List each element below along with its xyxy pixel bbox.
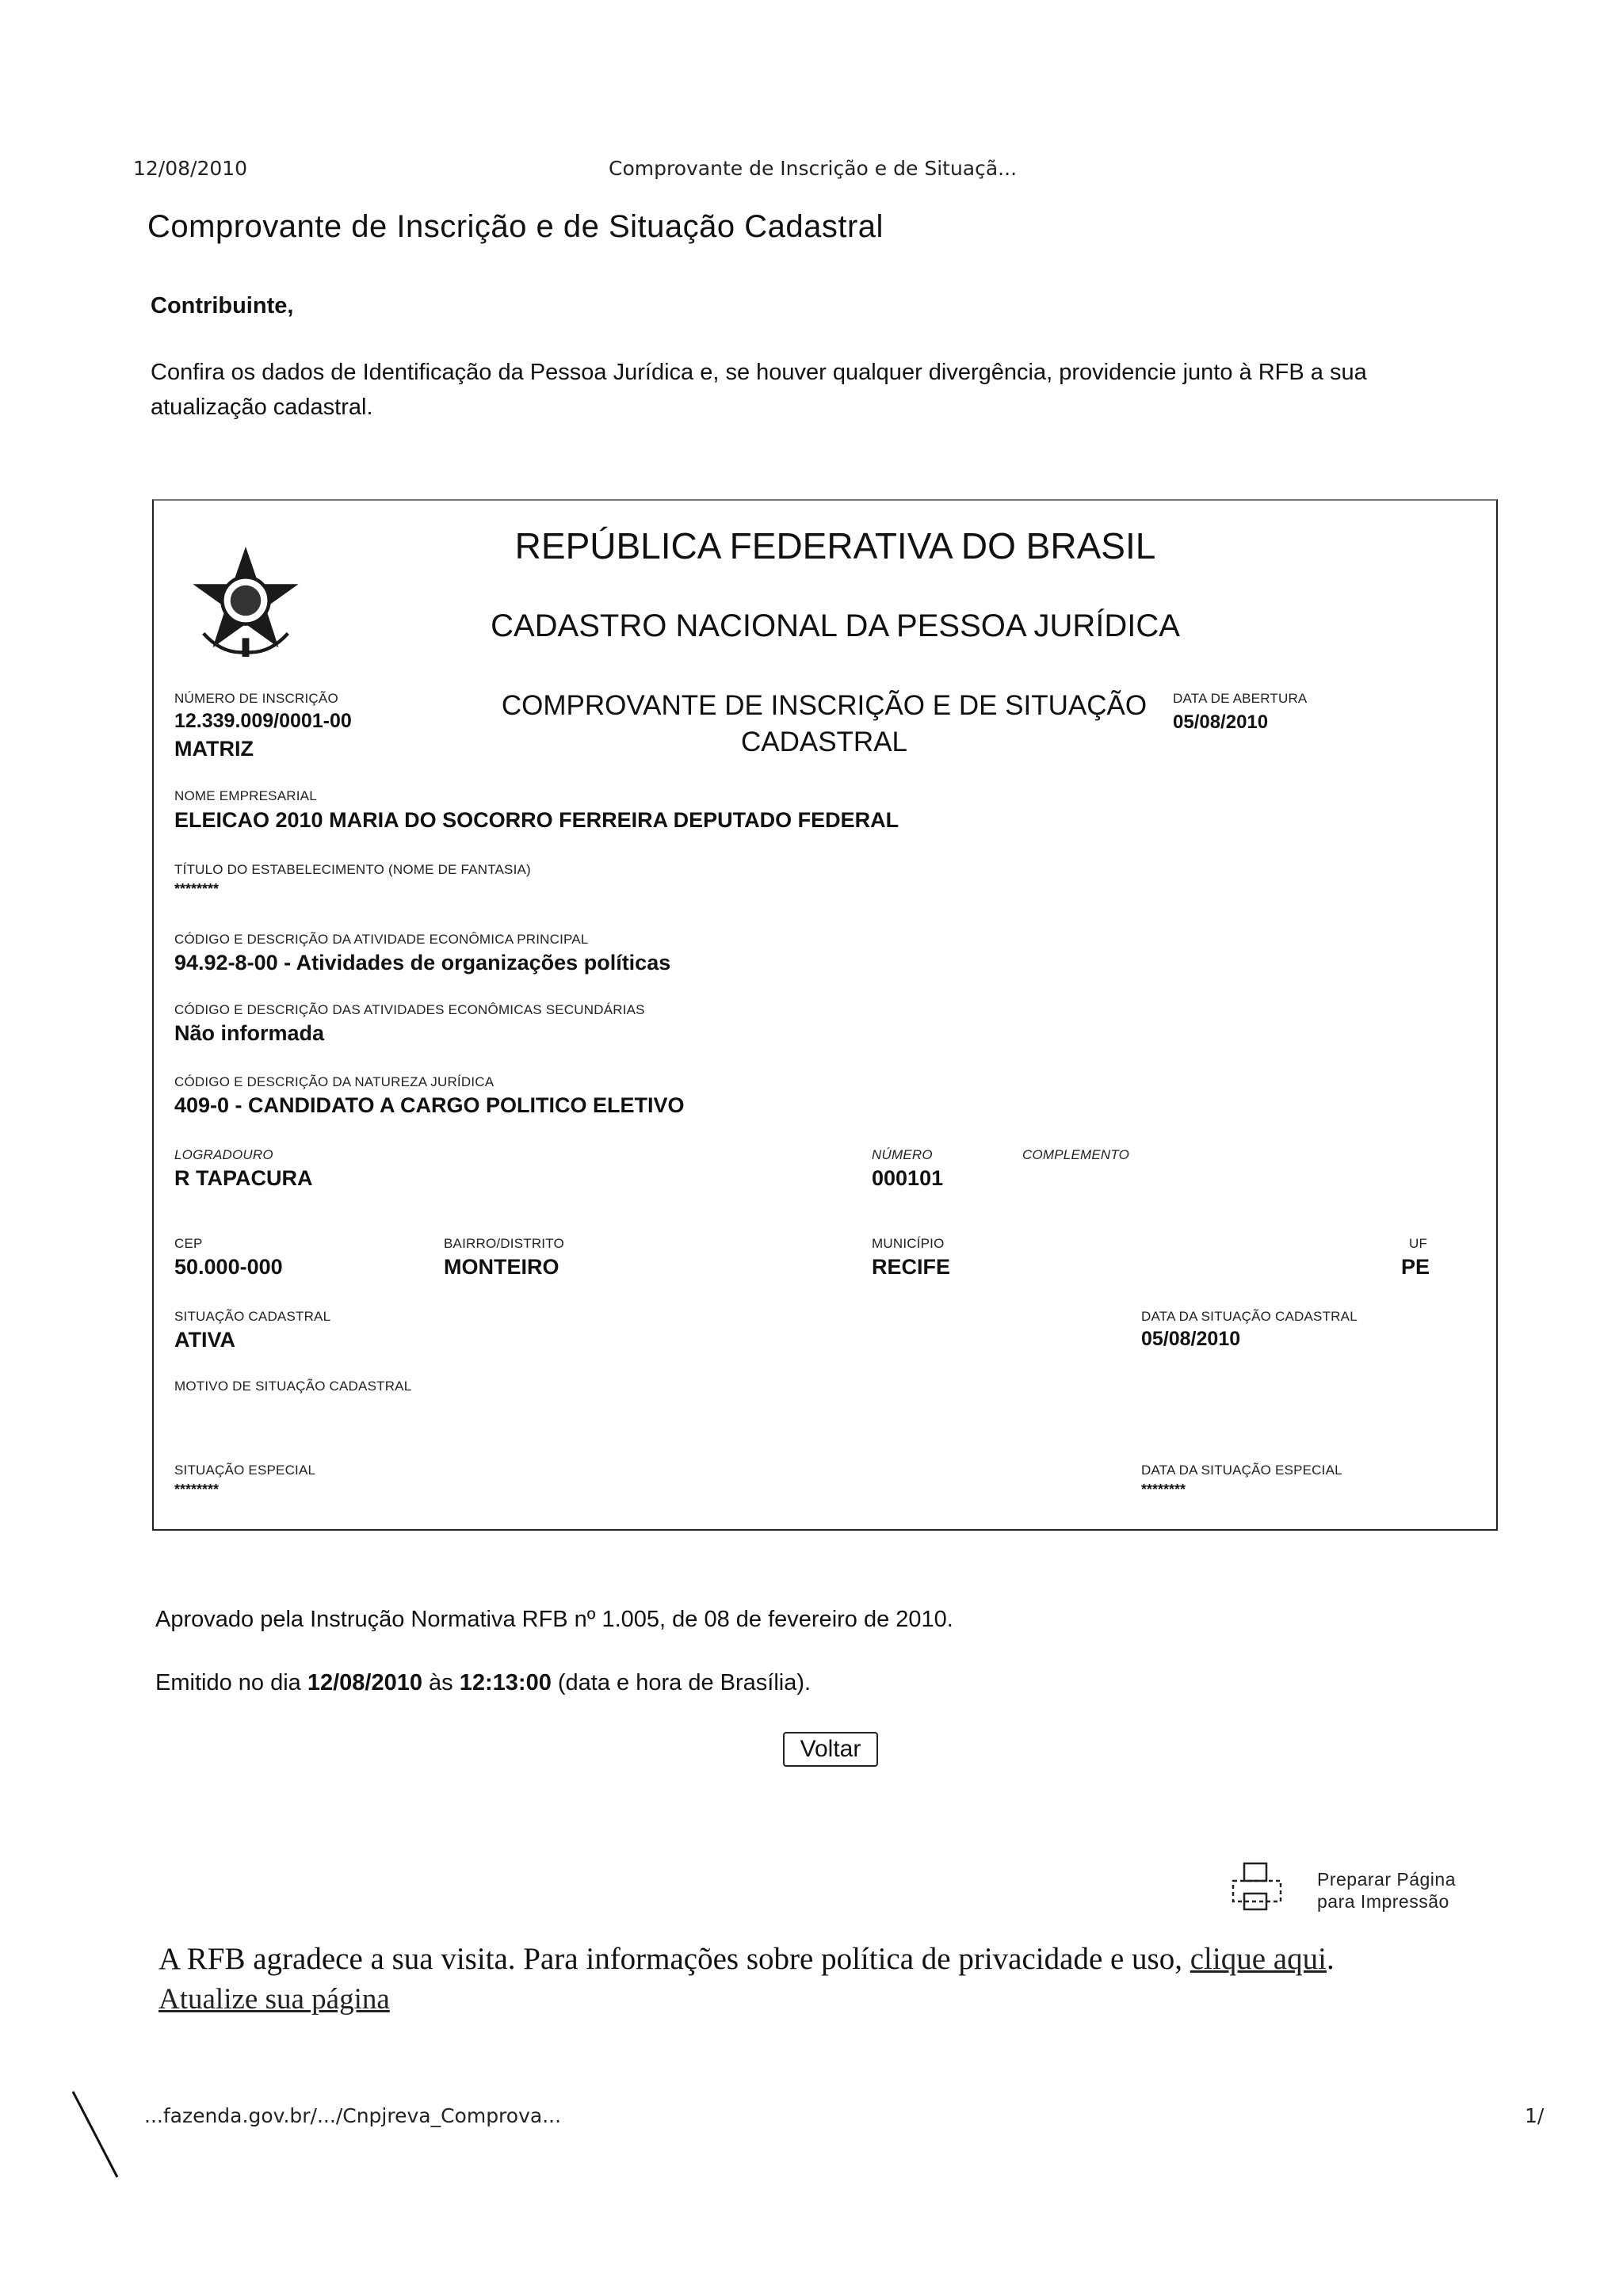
data-situacao-cadastral-label: DATA DA SITUAÇÃO CADASTRAL xyxy=(1141,1309,1358,1324)
emission-date: 12/08/2010 xyxy=(307,1670,422,1695)
approval-note: Aprovado pela Instrução Normativa RFB nº 1.005, de 08 de fevereiro de 2010. xyxy=(155,1607,953,1632)
emission-prefix: Emitido no dia xyxy=(155,1670,307,1695)
atividades-secundarias-label: CÓDIGO E DESCRIÇÃO DAS ATIVIDADES ECONÔMICAS SECUNDÁRIAS xyxy=(174,1002,645,1017)
uf-value: PE xyxy=(1401,1255,1430,1279)
municipio-label: MUNICÍPIO xyxy=(872,1236,945,1251)
certificate-heading-cnpj: CADASTRO NACIONAL DA PESSOA JURÍDICA xyxy=(491,608,1180,643)
abertura-value: 05/08/2010 xyxy=(1173,711,1269,733)
print-header-date: 12/08/2010 xyxy=(133,157,248,180)
inscricao-value: 12.339.009/0001-00 xyxy=(174,710,352,732)
print-header-title: Comprovante de Inscrição e de Situaçã... xyxy=(609,157,1018,180)
page-title: Comprovante de Inscrição e de Situação Cadastral xyxy=(147,209,884,244)
complemento-label: COMPLEMENTO xyxy=(1022,1147,1130,1162)
emission-time: 12:13:00 xyxy=(459,1670,552,1695)
document-title: COMPROVANTE DE INSCRIÇÃO E DE SITUAÇÃO CADASTRAL xyxy=(501,690,1148,757)
nome-fantasia-value: ******** xyxy=(174,881,220,897)
emission-note xyxy=(155,1670,811,1696)
greeting-text: Contribuinte, xyxy=(151,293,294,318)
motivo-situacao-label: MOTIVO DE SITUAÇÃO CADASTRAL xyxy=(174,1379,412,1394)
situacao-cadastral-label: SITUAÇÃO CADASTRAL xyxy=(174,1309,331,1324)
emission-mid: às xyxy=(422,1670,460,1695)
inscricao-type: MATRIZ xyxy=(174,737,254,761)
print-footer-page: 1/ xyxy=(1525,2104,1545,2127)
situacao-especial-label: SITUAÇÃO ESPECIAL xyxy=(174,1463,316,1478)
data-situacao-especial-label: DATA DA SITUAÇÃO ESPECIAL xyxy=(1141,1463,1342,1478)
print-page-link[interactable] xyxy=(1317,1868,1456,1913)
numero-label: NÚMERO xyxy=(872,1147,933,1162)
logradouro-label: LOGRADOURO xyxy=(174,1147,273,1162)
atividade-principal-value: 94.92-8-00 - Atividades de organizações políticas xyxy=(174,951,671,974)
printer-icon[interactable] xyxy=(1227,1862,1287,1913)
nome-fantasia-label: TÍTULO DO ESTABELECIMENTO (NOME DE FANTASIA) xyxy=(174,862,531,877)
nome-empresarial-label: NOME EMPRESARIAL xyxy=(174,788,317,803)
print-page-line2[interactable]: para Impressão xyxy=(1317,1891,1449,1912)
situacao-especial-value: ******** xyxy=(174,1482,220,1497)
certificate-heading-republic: REPÚBLICA FEDERATIVA DO BRASIL xyxy=(514,525,1156,566)
data-situacao-cadastral-value: 05/08/2010 xyxy=(1141,1328,1241,1350)
bairro-value: MONTEIRO xyxy=(444,1255,559,1279)
refresh-page-link[interactable]: Atualize sua página xyxy=(158,1983,390,2016)
privacy-link[interactable]: clique aqui xyxy=(1190,1942,1327,1976)
back-button[interactable]: Voltar xyxy=(783,1732,878,1767)
emission-suffix: (data e hora de Brasília). xyxy=(551,1670,812,1695)
thanks-text xyxy=(158,1941,1335,1977)
atividades-secundarias-value: Não informada xyxy=(174,1021,325,1045)
nome-empresarial-value: ELEICAO 2010 MARIA DO SOCORRO FERREIRA DEPUTADO FEDERAL xyxy=(174,808,899,832)
situacao-cadastral-value: ATIVA xyxy=(174,1328,235,1352)
inscricao-label: NÚMERO DE INSCRIÇÃO xyxy=(174,691,338,706)
print-footer-url: ...fazenda.gov.br/.../Cnpjreva_Comprova... xyxy=(144,2104,562,2127)
print-page-line1[interactable]: Preparar Página xyxy=(1317,1869,1456,1890)
logradouro-value: R TAPACURA xyxy=(174,1166,313,1190)
numero-value: 000101 xyxy=(872,1166,944,1190)
thanks-end: . xyxy=(1326,1942,1335,1976)
abertura-label: DATA DE ABERTURA xyxy=(1173,691,1308,706)
intro-text: Confira os dados de Identificação da Pessoa Jurídica e, se houver qualquer divergência, providencie junto à RFB a sua atualização cadastral. xyxy=(151,360,1367,420)
natureza-juridica-value: 409-0 - CANDIDATO A CARGO POLITICO ELETIVO xyxy=(174,1093,685,1117)
municipio-value: RECIFE xyxy=(872,1255,951,1279)
cep-label: CEP xyxy=(174,1236,203,1251)
bairro-label: BAIRRO/DISTRITO xyxy=(444,1236,564,1251)
cep-value: 50.000-000 xyxy=(174,1255,283,1279)
natureza-juridica-label: CÓDIGO E DESCRIÇÃO DA NATUREZA JURÍDICA xyxy=(174,1074,495,1089)
data-situacao-especial-value: ******** xyxy=(1141,1482,1186,1497)
thanks-body: A RFB agradece a sua visita. Para informações sobre política de privacidade e uso, xyxy=(158,1942,1190,1976)
uf-label: UF xyxy=(1409,1236,1428,1251)
atividade-principal-label: CÓDIGO E DESCRIÇÃO DA ATIVIDADE ECONÔMICA PRINCIPAL xyxy=(174,932,589,947)
